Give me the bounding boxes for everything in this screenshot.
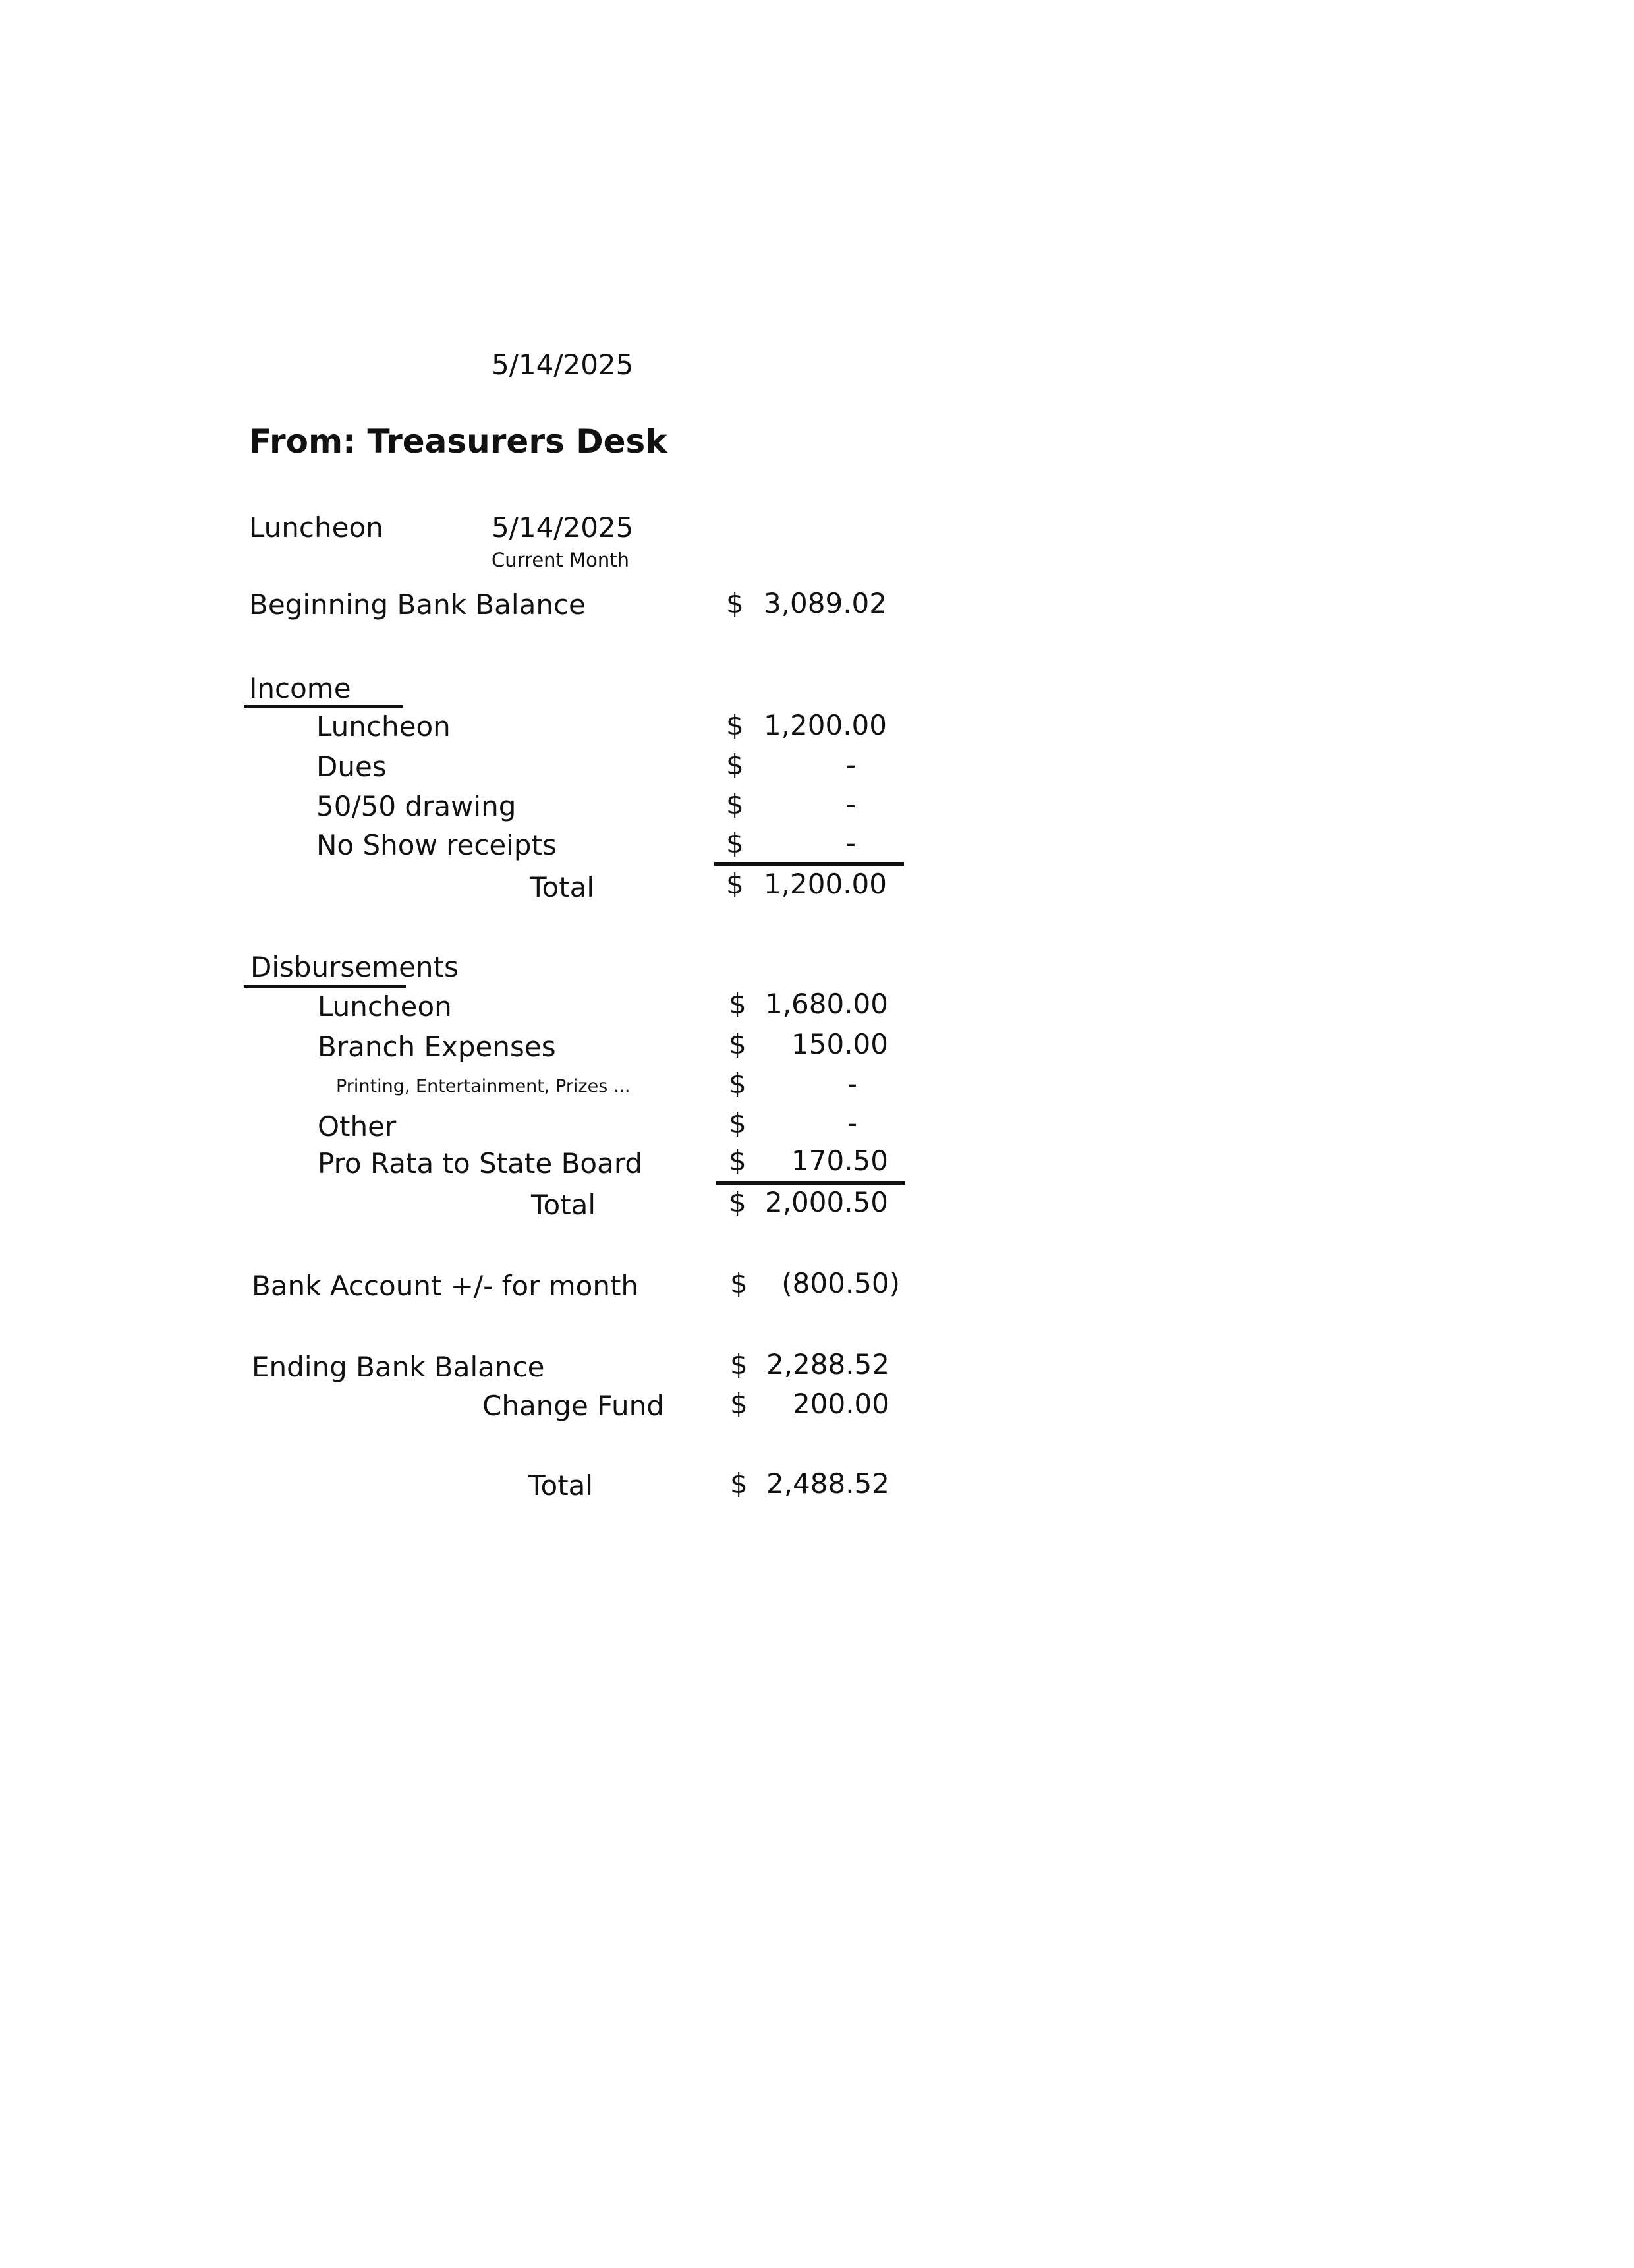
grand-total-amount: 2,488.52 — [766, 1467, 889, 1500]
bank-change-amount: (800.50) — [781, 1267, 900, 1299]
income-item-label: Luncheon — [316, 710, 451, 743]
disbursement-item-label: Luncheon — [318, 990, 452, 1023]
income-item-amount: 1,200.00 — [763, 709, 887, 741]
disbursements-heading-underline — [244, 985, 406, 988]
change-fund-amount: 200.00 — [793, 1388, 889, 1420]
beginning-balance-label: Beginning Bank Balance — [249, 588, 586, 621]
disbursement-item-amount: 150.00 — [791, 1028, 888, 1060]
disbursements-total-currency: $ — [729, 1186, 747, 1218]
income-item-currency: $ — [726, 788, 744, 820]
ending-balance-amount: 2,288.52 — [766, 1348, 889, 1380]
disbursement-item-currency: $ — [729, 1107, 747, 1139]
ending-balance-currency: $ — [730, 1348, 748, 1380]
report-date: 5/14/2025 — [492, 349, 634, 381]
meeting-date: 5/14/2025 — [492, 511, 634, 544]
income-heading-underline — [244, 705, 403, 708]
disbursement-item-amount: - — [847, 1107, 857, 1139]
grand-total-currency: $ — [730, 1467, 748, 1500]
meeting-label: Luncheon — [249, 511, 383, 544]
income-item-label: Dues — [316, 751, 387, 783]
income-total-currency: $ — [726, 868, 744, 900]
income-item-amount: - — [845, 788, 856, 820]
disbursements-total-label: Total — [531, 1189, 596, 1221]
income-item-label: No Show receipts — [316, 829, 557, 861]
disbursement-item-currency: $ — [729, 1028, 747, 1060]
income-item-currency: $ — [726, 827, 744, 859]
bank-change-currency: $ — [730, 1267, 748, 1299]
ending-balance-label: Ending Bank Balance — [252, 1351, 545, 1383]
disbursement-item-amount: - — [847, 1067, 857, 1100]
income-heading: Income — [249, 672, 351, 704]
income-total-label: Total — [530, 871, 595, 903]
change-fund-currency: $ — [730, 1388, 748, 1420]
income-item-label: 50/50 drawing — [316, 790, 517, 822]
disbursement-item-currency: $ — [729, 1145, 747, 1177]
disbursement-item-currency: $ — [729, 1067, 747, 1100]
disbursements-heading: Disbursements — [250, 951, 459, 983]
disbursements-total-amount: 2,000.50 — [764, 1186, 888, 1218]
page-title: From: Treasurers Desk — [249, 422, 667, 461]
income-item-currency: $ — [726, 709, 744, 741]
disbursement-item-label: Other — [318, 1110, 397, 1143]
disbursement-item-amount: 170.50 — [791, 1145, 888, 1177]
period-note: Current Month — [492, 549, 630, 571]
income-item-amount: - — [845, 827, 856, 859]
disbursements-total-rule — [716, 1181, 905, 1185]
disbursement-item-label: Branch Expenses — [318, 1031, 556, 1063]
grand-total-label: Total — [528, 1469, 594, 1502]
disbursement-item-amount: 1,680.00 — [764, 988, 888, 1020]
beginning-balance-amount: 3,089.02 — [763, 587, 887, 619]
beginning-balance-currency: $ — [726, 587, 744, 619]
bank-change-label: Bank Account +/- for month — [252, 1270, 639, 1302]
disbursement-item-label: Printing, Entertainment, Prizes ... — [336, 1076, 631, 1096]
income-item-amount: - — [845, 749, 856, 781]
change-fund-label: Change Fund — [482, 1390, 664, 1422]
disbursement-item-label: Pro Rata to State Board — [318, 1147, 643, 1179]
income-total-rule — [714, 862, 904, 866]
disbursement-item-currency: $ — [729, 988, 747, 1020]
income-item-currency: $ — [726, 749, 744, 781]
income-total-amount: 1,200.00 — [763, 868, 887, 900]
